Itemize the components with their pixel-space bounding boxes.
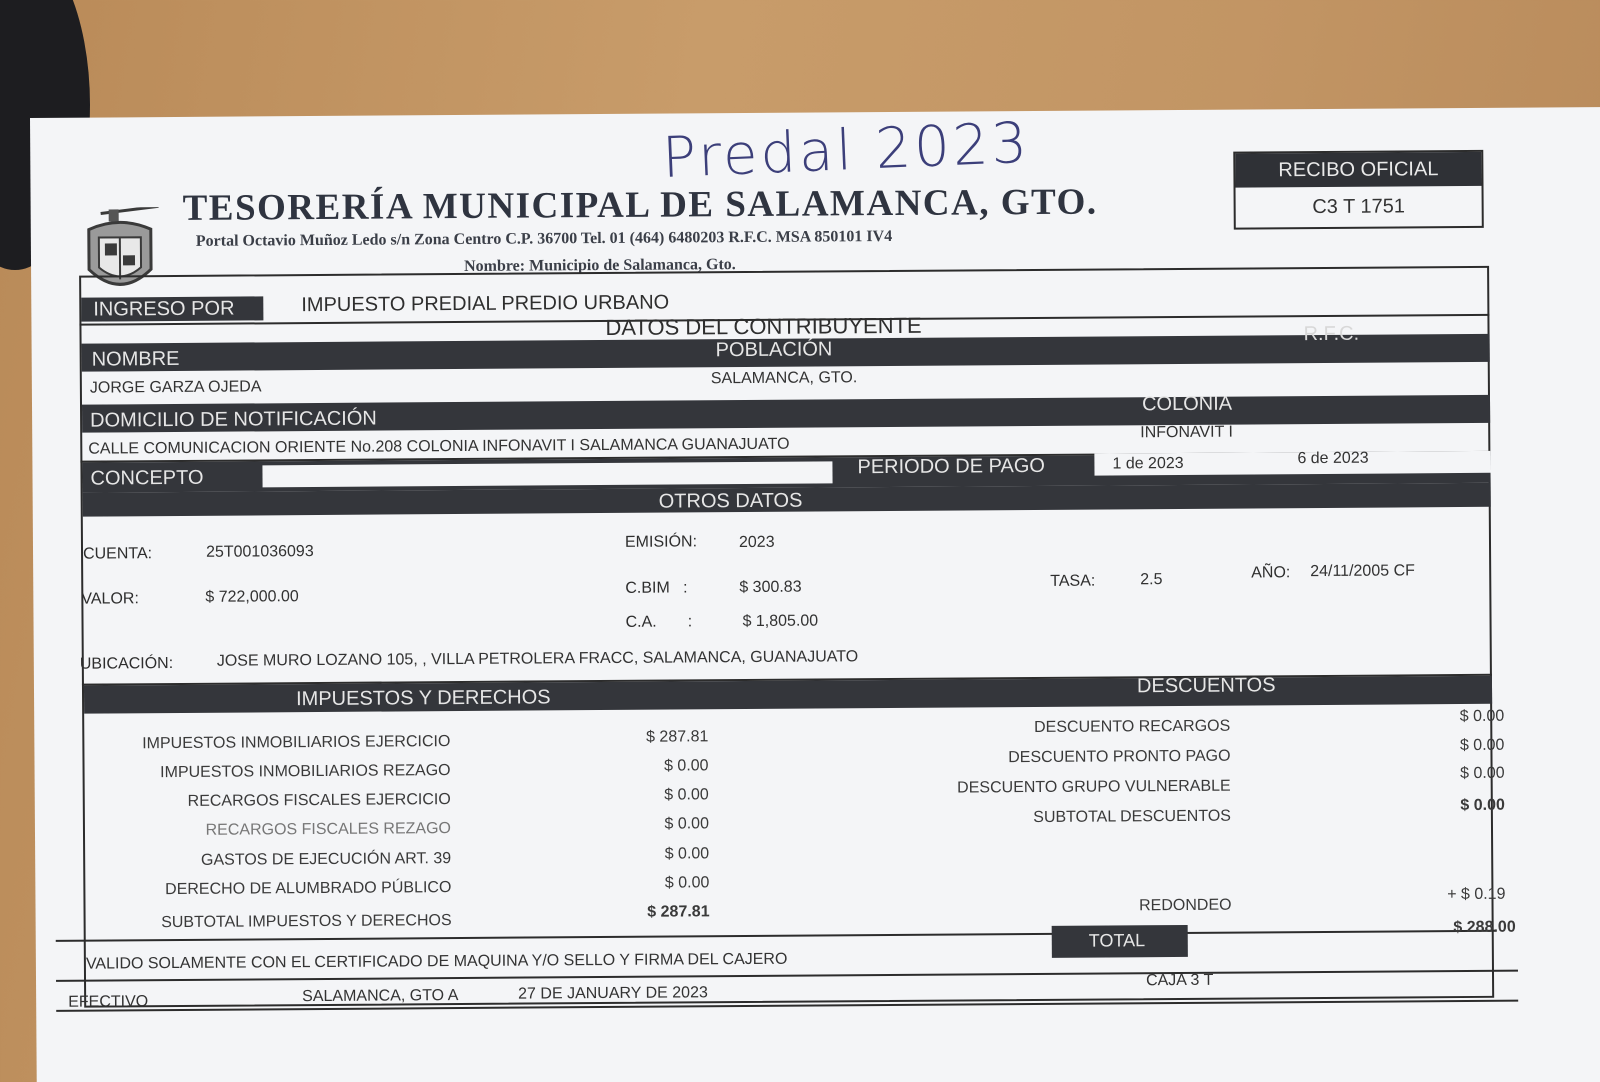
cbim-value: $ 300.83 — [739, 578, 802, 597]
nombre-value: JORGE GARZA OJEDA — [89, 378, 262, 397]
emision-label: EMISIÓN: — [624, 533, 698, 551]
tasa-label: TASA: — [1050, 572, 1096, 590]
descuento-item-label: DESCUENTO RECARGOS — [1034, 717, 1231, 737]
total-label: TOTAL — [1088, 930, 1146, 951]
cuenta-label: CUENTA: — [82, 545, 153, 563]
domicilio-label: DOMICILIO DE NOTIFICACIÓN — [90, 407, 377, 432]
treasury-address: Portal Octavio Muñoz Ledo s/n Zona Centro C.P. 36700 Tel. 01 (464) 6480203 R.F.C. MSA 850101 IV4 — [195, 227, 893, 250]
cbim-label: C.BIM : — [625, 579, 688, 597]
ingreso-value: IMPUESTO PREDIAL PREDIO URBANO — [301, 291, 670, 317]
ubicacion-label: UBICACIÓN: — [79, 655, 174, 673]
impuestos-title: IMPUESTOS Y DERECHOS — [295, 686, 551, 711]
poblacion-label: POBLACIÓN — [715, 338, 833, 362]
receipt-number-box — [1233, 150, 1484, 230]
impuestos-subtotal-label: SUBTOTAL IMPUESTOS Y DERECHOS — [161, 912, 452, 932]
colonia-value: INFONAVIT I — [1140, 423, 1234, 442]
contribuyente-title: DATOS DEL CONTRIBUYENTE — [605, 312, 922, 340]
descuento-item-label: DESCUENTO GRUPO VULNERABLE — [957, 777, 1231, 797]
impuesto-item-amount: $ 0.00 — [664, 874, 710, 892]
validez-note: VALIDO SOLAMENTE CON EL CERTIFICADO DE MAQUINA Y/O SELLO Y FIRMA DEL CAJERO — [85, 950, 788, 973]
rfc-label: R.F.C. — [1303, 322, 1360, 346]
redondeo-label: REDONDEO — [1139, 896, 1232, 915]
impuesto-item-amount: $ 0.00 — [664, 786, 709, 804]
valor-label: VALOR: — [81, 590, 139, 608]
fecha: 27 DE JANUARY DE 2023 — [518, 984, 708, 1003]
descuentos-title: DESCUENTOS — [1136, 674, 1276, 698]
descuento-item-amount: $ 0.00 — [1459, 707, 1505, 726]
receipt-label: RECIBO OFICIAL — [1235, 152, 1481, 188]
cuenta-value: 25T001036093 — [205, 543, 314, 561]
domicilio-value: CALLE COMUNICACION ORIENTE No.208 COLONIA INFONAVIT I SALAMANCA GUANAJUATO — [88, 435, 790, 458]
impuesto-item-amount: $ 287.81 — [645, 728, 709, 746]
otros-datos-title: OTROS DATOS — [658, 489, 803, 513]
ubicacion-value: JOSE MURO LOZANO 105, , VILLA PETROLERA FRACC, SALAMANCA, GUANAJUATO — [216, 648, 859, 670]
impuesto-item-amount: $ 0.00 — [664, 845, 710, 863]
impuestos-subtotal-amount: $ 287.81 — [647, 903, 710, 921]
forma-pago: EFECTIVO — [68, 993, 149, 1011]
impuesto-item-label: DERECHO DE ALUMBRADO PÚBLICO — [165, 879, 452, 899]
receipt-paper — [30, 107, 1600, 1082]
municipality-name: Nombre: Municipio de Salamanca, Gto. — [463, 256, 736, 275]
descuento-item-amount: $ 0.00 — [1459, 736, 1505, 755]
receipt-number: C3 T 1751 — [1312, 195, 1406, 219]
handwritten-note: Predal 2023 — [661, 110, 1032, 191]
descuentos-subtotal-label: SUBTOTAL DESCUENTOS — [1033, 807, 1231, 827]
impuesto-item-amount: $ 0.00 — [664, 815, 710, 833]
periodo-label: PERIODO DE PAGO — [857, 454, 1045, 479]
total-amount: $ 288.00 — [1453, 918, 1516, 937]
concepto-field — [262, 461, 832, 487]
impuesto-item-amount: $ 0.00 — [663, 757, 709, 775]
anio-label: AÑO: — [1251, 564, 1291, 582]
treasury-title: TESORERÍA MUNICIPAL DE SALAMANCA, GTO. — [182, 181, 1098, 229]
impuesto-item-label: RECARGOS FISCALES EJERCICIO — [187, 791, 451, 810]
descuento-item-amount: $ 0.00 — [1460, 764, 1505, 783]
concepto-label: CONCEPTO — [90, 466, 204, 490]
ingreso-label: INGRESO POR — [93, 297, 235, 321]
anio-value: 24/11/2005 CF — [1310, 562, 1415, 581]
caja: CAJA 3 T — [1145, 971, 1214, 990]
ca-label: C.A. : — [625, 613, 693, 631]
impuesto-item-label: IMPUESTOS INMOBILIARIOS EJERCICIO — [142, 733, 451, 753]
periodo-hasta: 6 de 2023 — [1297, 449, 1369, 468]
poblacion-value: SALAMANCA, GTO. — [710, 369, 858, 388]
tasa-value: 2.5 — [1140, 571, 1163, 589]
impuesto-item-label: RECARGOS FISCALES REZAGO — [205, 820, 452, 839]
impuesto-item-label: GASTOS DE EJECUCIÓN ART. 39 — [200, 850, 452, 869]
colonia-label: COLONIA — [1141, 392, 1233, 416]
ca-value: $ 1,805.00 — [742, 612, 819, 631]
descuentos-subtotal-amount: $ 0.00 — [1460, 796, 1505, 815]
descuento-item-label: DESCUENTO PRONTO PAGO — [1008, 747, 1231, 767]
nombre-label: NOMBRE — [91, 347, 180, 371]
emision-value: 2023 — [738, 533, 775, 552]
valor-value: $ 722,000.00 — [205, 588, 299, 606]
impuesto-item-label: IMPUESTOS INMOBILIARIOS REZAGO — [160, 762, 451, 782]
redondeo-amount: + $ 0.19 — [1447, 885, 1506, 904]
lugar: SALAMANCA, GTO A — [302, 987, 459, 1006]
periodo-desde: 1 de 2023 — [1112, 454, 1184, 473]
